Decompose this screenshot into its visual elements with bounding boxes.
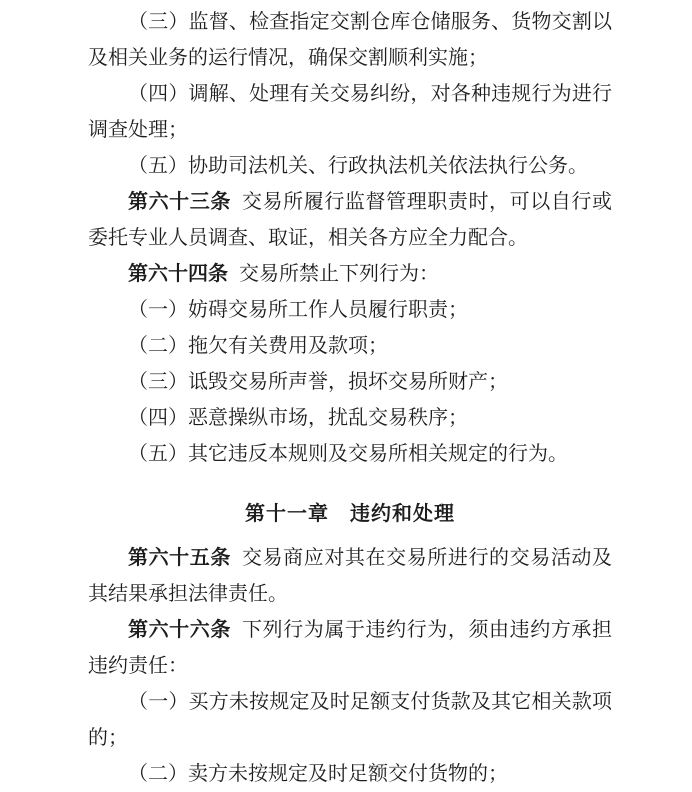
article-paragraph (88, 256, 612, 292)
article-paragraph (88, 612, 612, 684)
article-number: 第六十五条 (128, 547, 231, 569)
list-item-paragraph: （二）卖方未按规定及时足额交付货物的； (128, 763, 508, 785)
article-body: 交易所禁止下列行为： (239, 263, 439, 285)
article-body: 交易所履行监督管理职责时，可以自行或委托专业人员调查、取证，相关各方应全力配合。 (88, 191, 613, 249)
list-item-paragraph: （四）调解、处理有关交易纠纷，对各种违规行为进行调查处理； (88, 83, 612, 141)
article-number: 第六十四条 (128, 263, 228, 285)
list-item-paragraph: （三）监督、检查指定交割仓库仓储服务、货物交割以及相关业务的运行情况，确保交割顺利实施； (88, 11, 612, 69)
article-number: 第六十六条 (128, 619, 231, 641)
article-paragraph (88, 540, 612, 612)
list-item-paragraph: （五）其它违反本规则及交易所相关规定的行为。 (128, 443, 568, 465)
list-item-paragraph: （三）诋毁交易所声誉，损坏交易所财产； (128, 371, 508, 393)
list-item-paragraph: （一）买方未按规定及时足额支付货款及其它相关款项的； (88, 691, 612, 749)
list-item-paragraph: （一）妨碍交易所工作人员履行职责； (128, 299, 468, 321)
article-number: 第六十三条 (128, 191, 231, 213)
article-paragraph (88, 184, 612, 256)
list-item-paragraph: （二）拖欠有关费用及款项； (128, 335, 388, 357)
chapter-heading: 第十一章 违约和处理 (245, 503, 455, 525)
article-body: 下列行为属于违约行为，须由违约方承担违约责任： (88, 619, 613, 677)
list-item-paragraph: （五）协助司法机关、行政执法机关依法执行公务。 (128, 155, 588, 177)
article-body: 交易商应对其在交易所进行的交易活动及其结果承担法律责任。 (88, 547, 613, 605)
list-item-paragraph: （四）恶意操纵市场，扰乱交易秩序； (128, 407, 468, 429)
